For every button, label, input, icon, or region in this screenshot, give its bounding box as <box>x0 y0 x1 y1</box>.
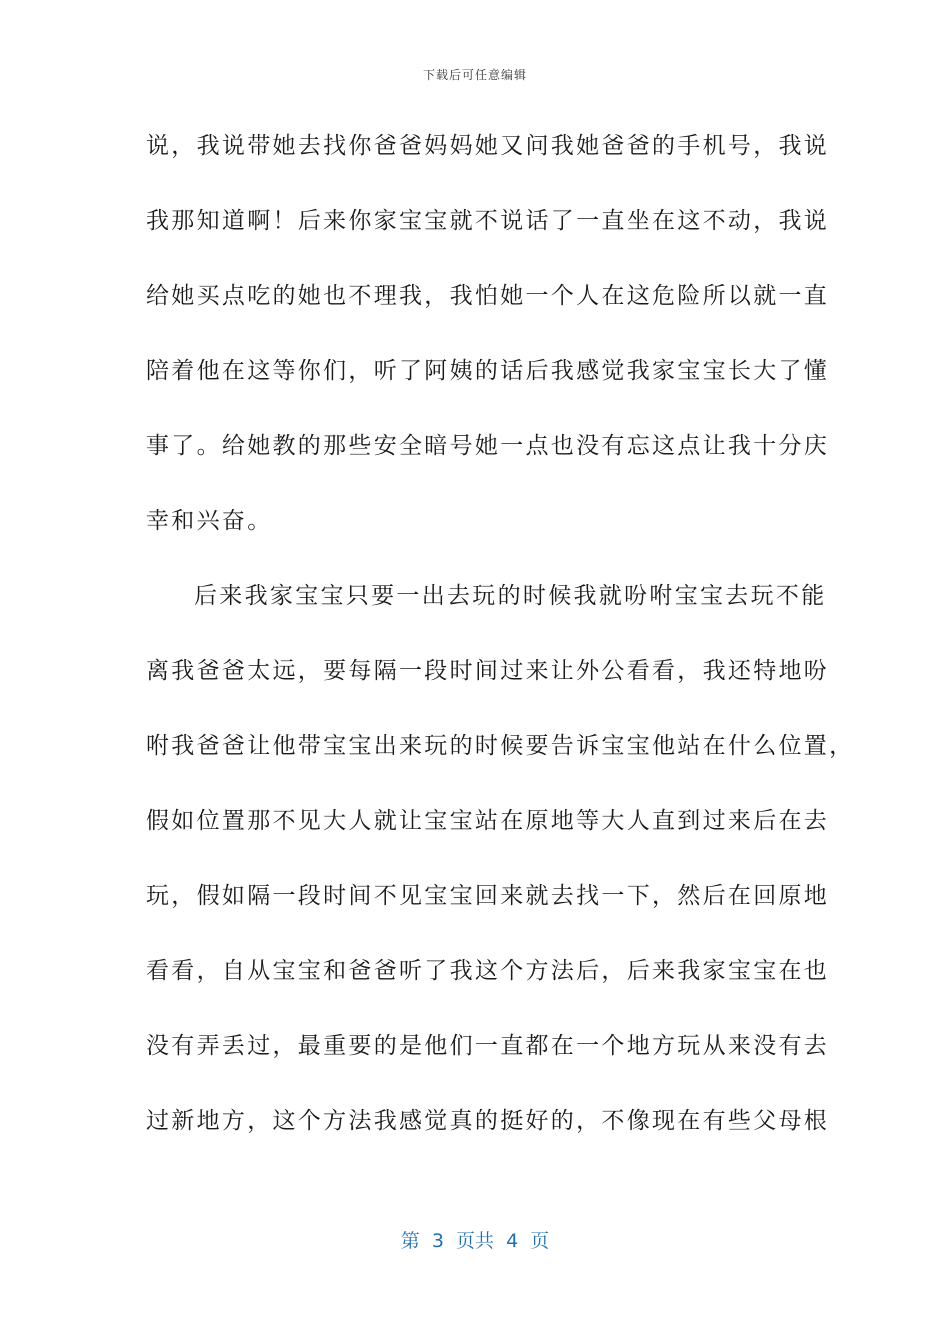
text-line: 过新地方，这个方法我感觉真的挺好的，不像现在有些父母根 <box>146 1108 830 1134</box>
paragraph-first-line: 后来我家宝宝只要一出去玩的时候我就吩咐宝宝去玩不能 <box>194 583 827 609</box>
text-line: 离我爸爸太远，要每隔一段时间过来让外公看看，我还特地吩 <box>146 658 830 684</box>
page-footer: 第 3 页共 4 页 <box>400 1230 550 1252</box>
text-line: 给她买点吃的她也不理我，我怕她一个人在这危险所以就一直 <box>146 283 830 309</box>
text-line: 陪着他在这等你们，听了阿姨的话后我感觉我家宝宝长大了懂 <box>146 358 830 384</box>
text-line: 我那知道啊！后来你家宝宝就不说话了一直坐在这不动，我说 <box>146 208 830 234</box>
text-line: 咐我爸爸让他带宝宝出来玩的时候要告诉宝宝他站在什么位置， <box>146 733 855 759</box>
page-header: 下载后可任意编辑 <box>422 68 527 82</box>
text-line: 没有弄丢过，最重要的是他们一直都在一个地方玩从来没有去 <box>146 1033 830 1059</box>
text-line: 事了。给她教的那些安全暗号她一点也没有忘这点让我十分庆 <box>146 433 830 459</box>
text-line: 幸和兴奋。 <box>146 508 273 534</box>
text-line: 假如位置那不见大人就让宝宝站在原地等大人直到过来后在去 <box>146 808 830 834</box>
document-body <box>146 118 855 1168</box>
text-line: 说，我说带她去找你爸爸妈妈她又问我她爸爸的手机号，我说 <box>146 133 830 159</box>
text-line: 看看，自从宝宝和爸爸听了我这个方法后，后来我家宝宝在也 <box>146 958 830 984</box>
text-line: 玩，假如隔一段时间不见宝宝回来就去找一下，然后在回原地 <box>146 883 830 909</box>
